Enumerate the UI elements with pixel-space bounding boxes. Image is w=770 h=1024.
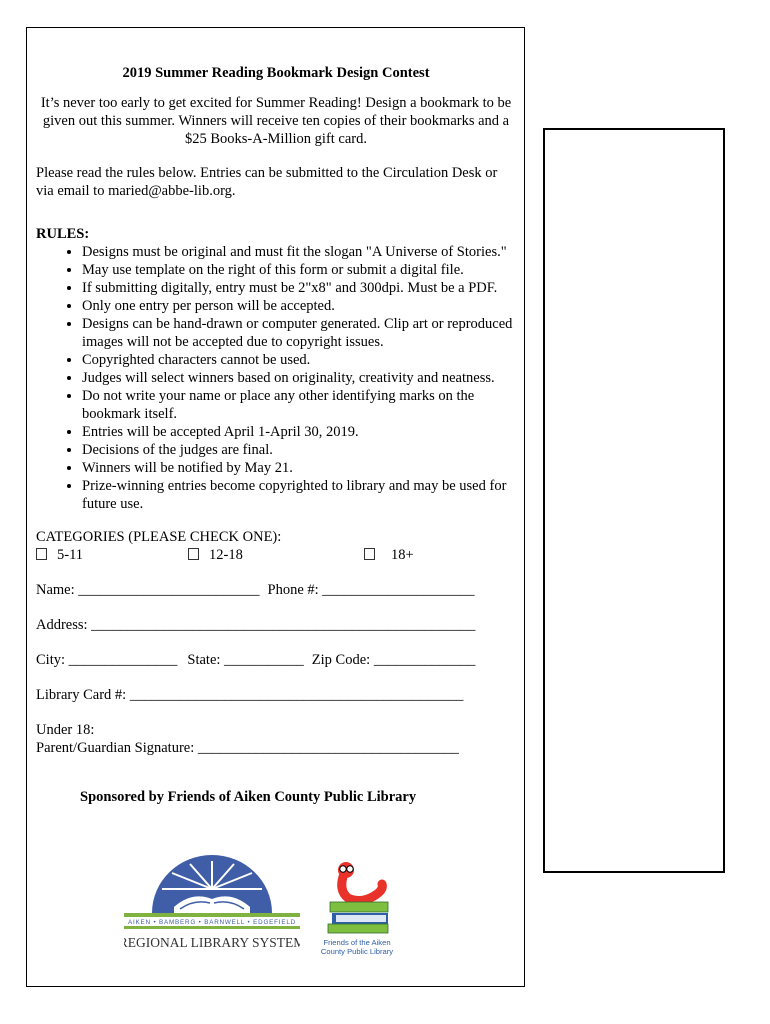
rules-heading: RULES: xyxy=(36,226,90,242)
open-book-sun-icon xyxy=(124,855,300,955)
rule-item: • Do not write your name or place any other identifying marks on the bookmark itself. xyxy=(82,387,516,423)
intro-paragraph: It’s never too early to get excited for Summer Reading! Design a bookmark to be given out this summer. Winners will receive ten copies of their bookmarks and a $25 Books-A-Million gift card. xyxy=(40,95,512,147)
logo-counties: AIKEN • BAMBERG • BARNWELL • EDGEFIELD xyxy=(128,919,296,926)
category-option-12-18[interactable] xyxy=(188,546,243,564)
checkbox[interactable] xyxy=(188,548,199,560)
library-card-field[interactable]: Library Card #: ______________________________________________ xyxy=(36,687,464,703)
rule-item: • Prize-winning entries become copyrighted to library and may be used for future use. xyxy=(82,477,516,513)
name-phone-row xyxy=(36,581,516,599)
checkbox[interactable] xyxy=(364,548,375,560)
rule-item: • Copyrighted characters cannot be used. xyxy=(82,351,516,369)
city-field[interactable]: City: _______________ xyxy=(36,652,178,668)
rule-item: • Designs can be hand-drawn or computer generated. Clip art or reproduced images will not be accepted due to copyright issues. xyxy=(82,315,516,351)
rule-item: • If submitting digitally, entry must be 2"x8" and 300dpi. Must be a PDF. xyxy=(82,279,516,297)
rule-item: • Only one entry per person will be accepted. xyxy=(82,297,516,315)
sponsor-line: Sponsored by Friends of Aiken County Public Library xyxy=(80,789,417,805)
logo-name: REGIONAL LIBRARY SYSTEM xyxy=(124,935,300,950)
category-label: 18+ xyxy=(391,547,414,563)
category-option-5-11[interactable] xyxy=(36,546,83,564)
form-content xyxy=(36,64,516,806)
rule-item: • Judges will select winners based on originality, creativity and neatness. xyxy=(82,369,516,387)
category-label: 5-11 xyxy=(57,547,84,563)
category-options xyxy=(36,546,516,564)
zip-field[interactable]: Zip Code: ______________ xyxy=(311,652,476,668)
instructions-paragraph: Please read the rules below. Entries can be submitted to the Circulation Desk or via email to maried@abbe-lib.org. xyxy=(36,165,498,199)
category-option-18-plus[interactable] xyxy=(364,546,414,564)
rule-item: • Decisions of the judges are final. xyxy=(82,441,516,459)
name-field[interactable]: Name: _________________________ xyxy=(36,582,260,598)
rule-item: • Designs must be original and must fit the slogan "A Universe of Stories." xyxy=(82,243,516,261)
regional-library-logo xyxy=(124,855,300,955)
bookmark-template-box xyxy=(543,128,725,873)
rule-item: • May use template on the right of this form or submit a digital file. xyxy=(82,261,516,279)
under-18-label: Under 18: xyxy=(36,722,95,738)
checkbox[interactable] xyxy=(36,548,47,560)
categories-heading: CATEGORIES (PLEASE CHECK ONE): xyxy=(36,529,282,545)
city-state-zip-row xyxy=(36,651,516,669)
phone-field[interactable]: Phone #: _____________________ xyxy=(267,582,475,598)
friends-library-logo xyxy=(314,856,400,960)
rule-item: • Winners will be notified by May 21. xyxy=(82,459,516,477)
rules-list xyxy=(36,243,516,513)
address-field[interactable]: Address: _____________________________________________________ xyxy=(36,617,476,633)
bookworm-icon xyxy=(314,856,400,960)
page-title: 2019 Summer Reading Bookmark Design Contest xyxy=(122,65,430,81)
guardian-signature-field[interactable]: Parent/Guardian Signature: ____________________________________ xyxy=(36,740,459,756)
logo-line-2: County Public Library xyxy=(320,947,394,956)
rule-item: • Entries will be accepted April 1-April 30, 2019. xyxy=(82,423,516,441)
logo-line-1: Friends of the Aiken xyxy=(323,938,391,947)
state-field[interactable]: State: ___________ xyxy=(187,652,304,668)
category-label: 12-18 xyxy=(209,547,243,563)
